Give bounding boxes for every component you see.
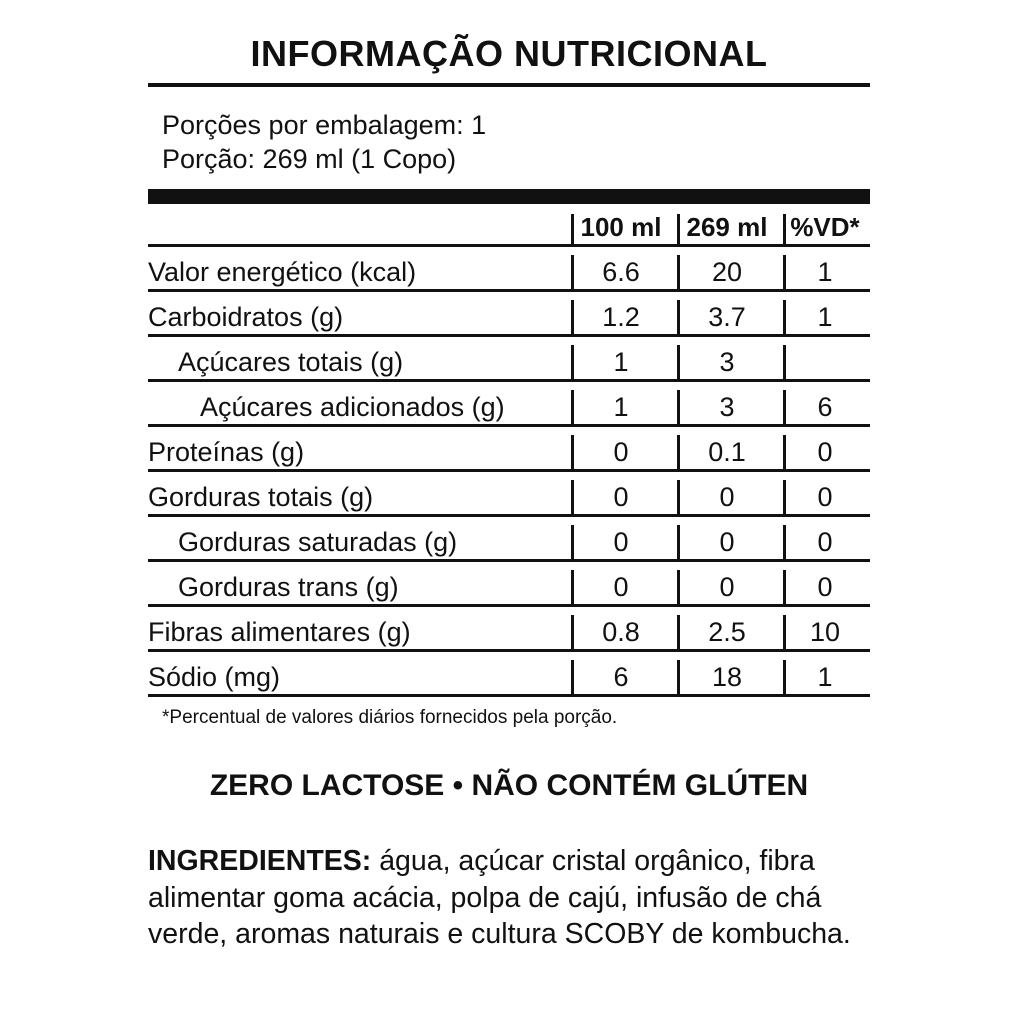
nutrient-name: Gorduras saturadas (g) [148, 516, 568, 561]
value-per-portion: 3 [674, 381, 780, 426]
value-per-portion: 20 [674, 246, 780, 291]
servings-per-package: Porções por embalagem: 1 [162, 110, 487, 140]
table-row [148, 336, 870, 381]
nutrition-table [148, 206, 870, 697]
value-per-portion: 0 [674, 516, 780, 561]
value-daily-percent: 6 [780, 381, 870, 426]
header-100ml: 100 ml [568, 206, 674, 246]
table-row [148, 516, 870, 561]
header-blank [148, 206, 568, 246]
ingredients-label: INGREDIENTES: [148, 845, 372, 877]
label-title: INFORMAÇÃO NUTRICIONAL [250, 33, 768, 74]
value-daily-percent [780, 336, 870, 381]
title-divider [148, 83, 870, 87]
table-body [148, 246, 870, 696]
ingredients-text: água, açúcar cristal orgânico, fibra alimentar goma acácia, polpa de cajú, infusão de chá verde, aromas naturais e cultura SCOBY de kombucha. [148, 845, 851, 950]
nutrient-name: Sódio (mg) [148, 651, 568, 696]
nutrient-name: Gorduras totais (g) [148, 471, 568, 516]
table-header-row [148, 206, 870, 246]
value-per-100ml: 1.2 [568, 291, 674, 336]
value-per-100ml: 0 [568, 516, 674, 561]
table-row [148, 561, 870, 606]
nutrient-name: Proteínas (g) [148, 426, 568, 471]
allergen-claims: ZERO LACTOSE • NÃO CONTÉM GLÚTEN [209, 769, 809, 802]
value-per-100ml: 0 [568, 471, 674, 516]
nutrient-name: Valor energético (kcal) [148, 246, 568, 291]
value-per-portion: 0.1 [674, 426, 780, 471]
serving-info [162, 108, 486, 176]
value-daily-percent: 0 [780, 516, 870, 561]
portion-size: Porção: 269 ml (1 Copo) [162, 144, 457, 174]
value-per-100ml: 0 [568, 426, 674, 471]
value-daily-percent: 0 [780, 471, 870, 516]
header-269ml: 269 ml [674, 206, 780, 246]
table-row [148, 426, 870, 471]
value-daily-percent: 0 [780, 561, 870, 606]
table-row [148, 471, 870, 516]
value-per-portion: 3 [674, 336, 780, 381]
value-daily-percent: 1 [780, 246, 870, 291]
value-per-100ml: 6.6 [568, 246, 674, 291]
header-vd: %VD* [780, 206, 870, 246]
value-per-portion: 2.5 [674, 606, 780, 651]
value-daily-percent: 10 [780, 606, 870, 651]
table-row [148, 651, 870, 696]
footnote: *Percentual de valores diários fornecidos pela porção. [162, 707, 618, 728]
nutrient-name: Açúcares adicionados (g) [148, 381, 568, 426]
value-per-100ml: 6 [568, 651, 674, 696]
value-daily-percent: 0 [780, 426, 870, 471]
value-per-portion: 3.7 [674, 291, 780, 336]
ingredients-paragraph [148, 843, 870, 953]
table-row [148, 606, 870, 651]
value-per-100ml: 1 [568, 336, 674, 381]
value-daily-percent: 1 [780, 651, 870, 696]
nutrient-name: Gorduras trans (g) [148, 561, 568, 606]
nutrient-name: Fibras alimentares (g) [148, 606, 568, 651]
table-row [148, 246, 870, 291]
value-daily-percent: 1 [780, 291, 870, 336]
nutrient-name: Açúcares totais (g) [148, 336, 568, 381]
value-per-100ml: 1 [568, 381, 674, 426]
value-per-portion: 0 [674, 471, 780, 516]
value-per-100ml: 0 [568, 561, 674, 606]
value-per-100ml: 0.8 [568, 606, 674, 651]
table-row [148, 381, 870, 426]
value-per-portion: 0 [674, 561, 780, 606]
thick-divider [148, 189, 870, 204]
nutrient-name: Carboidratos (g) [148, 291, 568, 336]
value-per-portion: 18 [674, 651, 780, 696]
table-row [148, 291, 870, 336]
